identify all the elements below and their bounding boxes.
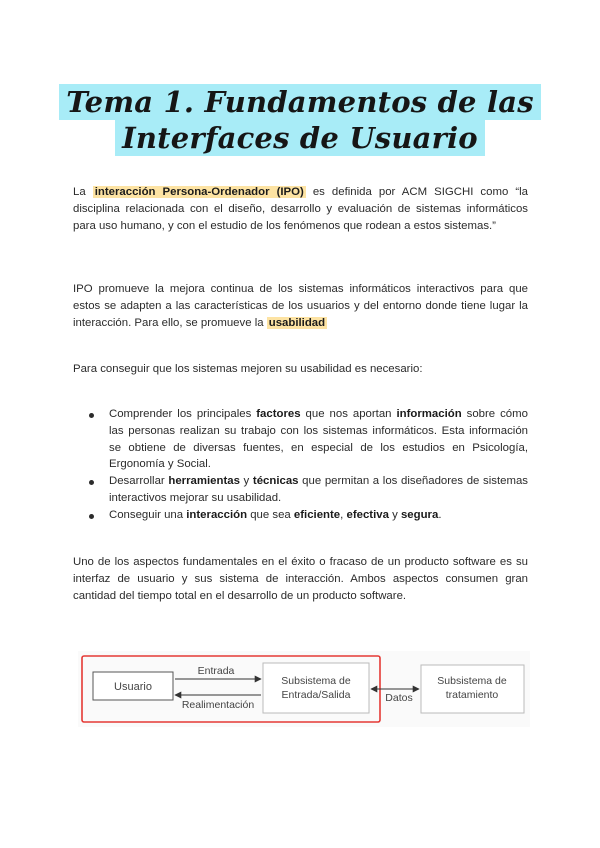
realimentacion-label: Realimentación [181, 699, 255, 711]
paragraph-requirements-intro: Para conseguir que los sistemas mejoren su usabilidad es necesario: [73, 363, 423, 375]
p1-pre: La [73, 186, 93, 198]
paragraph-software-aspects: Uno de los aspectos fundamentales en el éxito o fracaso de un producto software es su interfaz de usuario y sus sistema de interacción. Ambos aspectos consumen gran cantidad del tiempo total en el desarrollo de un producto software. [73, 556, 528, 602]
page-title [0, 84, 600, 156]
io-subsystem-label-1: Subsistema de [281, 675, 351, 687]
list-item: Desarrollar herramientas y técnicas que permitan a los diseñadores de sistemas interactivos mejorar su usabilidad. [82, 473, 528, 507]
title-line-2: Interfaces de Usuario [115, 120, 485, 156]
usuario-label: Usuario [114, 681, 152, 693]
io-subsystem-box [263, 663, 369, 713]
interaction-diagram [78, 651, 530, 727]
p2-pre: IPO promueve la mejora continua de los sistemas informáticos interactivos para que estos se adapten a las características de los usuarios y del entorno donde tiene lugar la interacción. Para ello, se promueve la [73, 283, 528, 329]
paragraph-ipo-definition [73, 184, 528, 234]
list-item: Comprender los principales factores que nos aportan información sobre cómo las personas realizan su trabajo con los sistemas informáticos. Esta información se obtiene de diversas fuentes, en especial de los estudios en Psicología, Ergonomía y Social. [82, 406, 528, 473]
datos-label: Datos [385, 692, 413, 704]
highlight-ipo: interacción Persona-Ordenador (IPO) [94, 186, 304, 198]
paragraph-ipo-promotes [73, 281, 528, 331]
requirements-list [82, 406, 528, 524]
processing-subsystem-label-2: tratamiento [445, 689, 499, 701]
p1-post: es definida por ACM SIGCHI como “la disciplina relacionada con el diseño, desarrollo y evaluación de sistemas informáticos para uso humano, y con el estudio de los fenómenos que rodean a estos sistemas.” [73, 186, 529, 232]
entrada-label: Entrada [197, 665, 235, 677]
processing-subsystem-label-1: Subsistema de [437, 675, 507, 687]
highlight-usabilidad: usabilidad [268, 316, 326, 329]
list-item: Conseguir una interacción que sea eficiente, efectiva y segura. [82, 507, 528, 524]
io-subsystem-label-2: Entrada/Salida [281, 689, 351, 701]
title-line-1: Tema 1. Fundamentos de las [59, 84, 541, 120]
